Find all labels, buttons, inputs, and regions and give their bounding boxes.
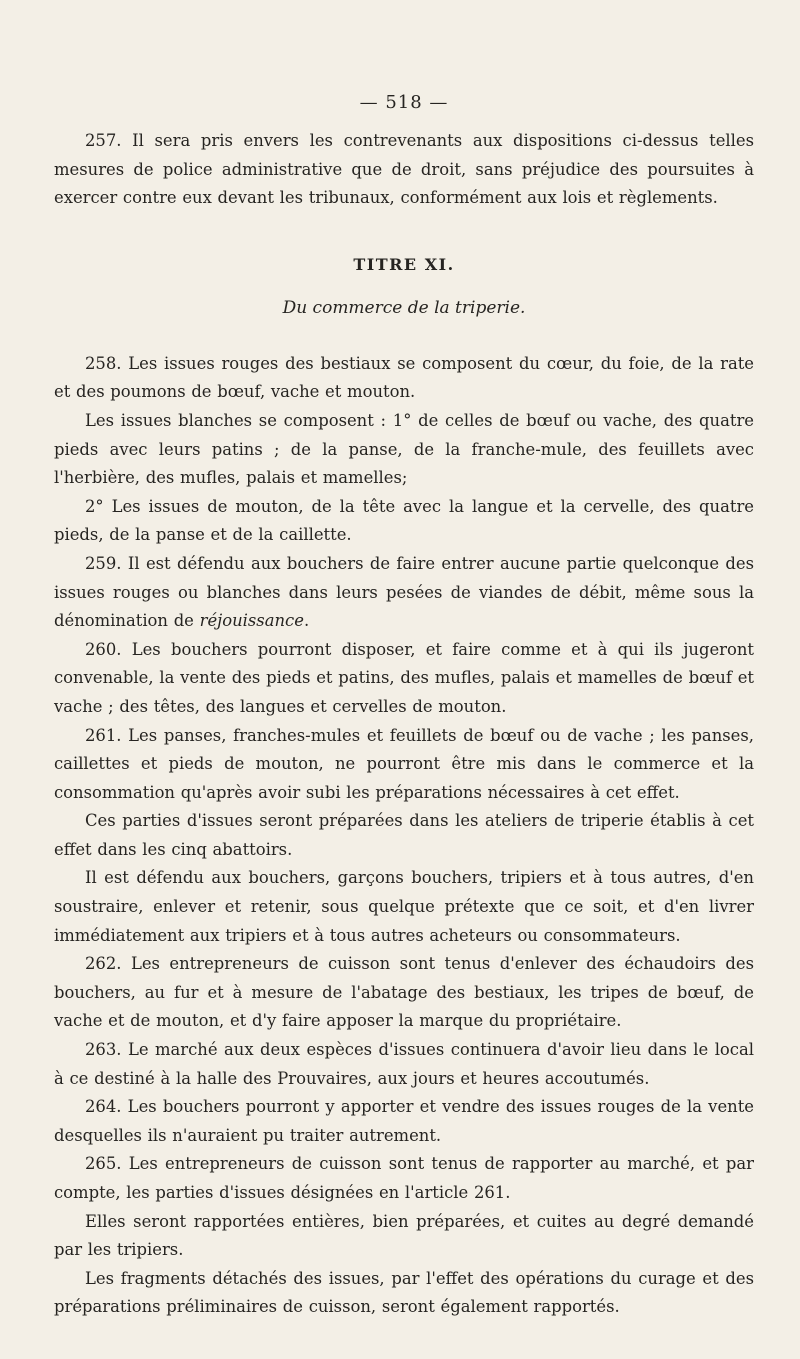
article-259-end: . [303,611,310,631]
article-257: 257. Il sera pris envers les contrevenants aux dispositions ci-dessus telles mesures de police administrative que de droit, sans préjudice des poursuites à exercer contre eux devant les tribunaux, conformément aux lois et règlements. [54,131,754,208]
article-265-entieres: Elles seront rapportées entières, bien préparées, et cuites au degré demandé par les tripiers. [54,1211,754,1260]
article-258: 258. Les issues rouges des bestiaux se composent du cœur, du foie, de la rate et des poumons de bœuf, vache et mouton. [54,353,754,402]
article-261: 261. Les panses, franches-mules et feuillets de bœuf ou de vache ; les panses, caillettes et pieds de mouton, ne pourront être mis dans le commerce et la consommation qu'après avoir subi les préparations nécessaires à cet effet. [54,725,754,802]
article-265-fragments: Les fragments détachés des issues, par l'effet des opérations du curage et des préparations préliminaires de cuisson, seront également rapportés. [54,1268,754,1317]
article-258-issues-mouton: 2° Les issues de mouton, de la tête avec la langue et la cervelle, des quatre pieds, de la panse et de la caillette. [54,496,754,545]
article-261-ateliers: Ces parties d'issues seront préparées dans les ateliers de triperie établis à cet effet dans les cinq abattoirs. [54,811,754,859]
page-number: — 518 — [359,92,449,113]
article-259 [54,550,754,636]
article-261-defense: Il est défendu aux bouchers, garçons bouchers, tripiers et à tous autres, d'en soustraire, enlever et retenir, sous quelque prétexte que ce soit, et d'en livrer immédiatement aux tripiers et à tous autres acheteurs ou consommateurs. [54,868,754,945]
article-263: 263. Le marché aux deux espèces d'issues continuera d'avoir lieu dans le local à ce destiné à la halle des Prouvaires, aux jours et heures accoutumés. [54,1040,754,1088]
article-262: 262. Les entrepreneurs de cuisson sont tenus d'enlever des échaudoirs des bouchers, au fur et à mesure de l'abatage des bestiaux, les tripes de bœuf, de vache et de mouton, et d'y faire apposer la marque du propriétaire. [54,954,754,1031]
article-265: 265. Les entrepreneurs de cuisson sont tenus de rapporter au marché, et par compte, les parties d'issues désignées en l'article 261. [54,1154,754,1202]
article-264: 264. Les bouchers pourront y apporter et vendre des issues rouges de la vente desquelles ils n'auraient pu traiter autrement. [54,1097,754,1145]
article-260: 260. Les bouchers pourront disposer, et faire comme et à qui ils jugeront convenable, la vente des pieds et patins, des mufles, palais et mamelles de bœuf et vache ; des têtes, des langues et cervelles de mouton. [54,639,754,716]
article-259-emphasis: réjouissance [199,611,304,631]
section-subtitle: Du commerce de la triperie. [282,297,526,318]
article-259-text: 259. Il est défendu aux bouchers de faire entrer aucune partie quelconque des issues rouges ou blanches dans leurs pesées de viandes de débit, même sous la dénomination de [54,553,754,631]
section-title: TITRE XI. [353,254,455,274]
article-258-issues-blanches: Les issues blanches se composent : 1° de celles de bœuf ou vache, des quatre pieds avec leurs patins ; de la panse, de la franche-mule, des feuillets avec l'herbière, des mufles, palais et mamelles; [54,410,754,488]
